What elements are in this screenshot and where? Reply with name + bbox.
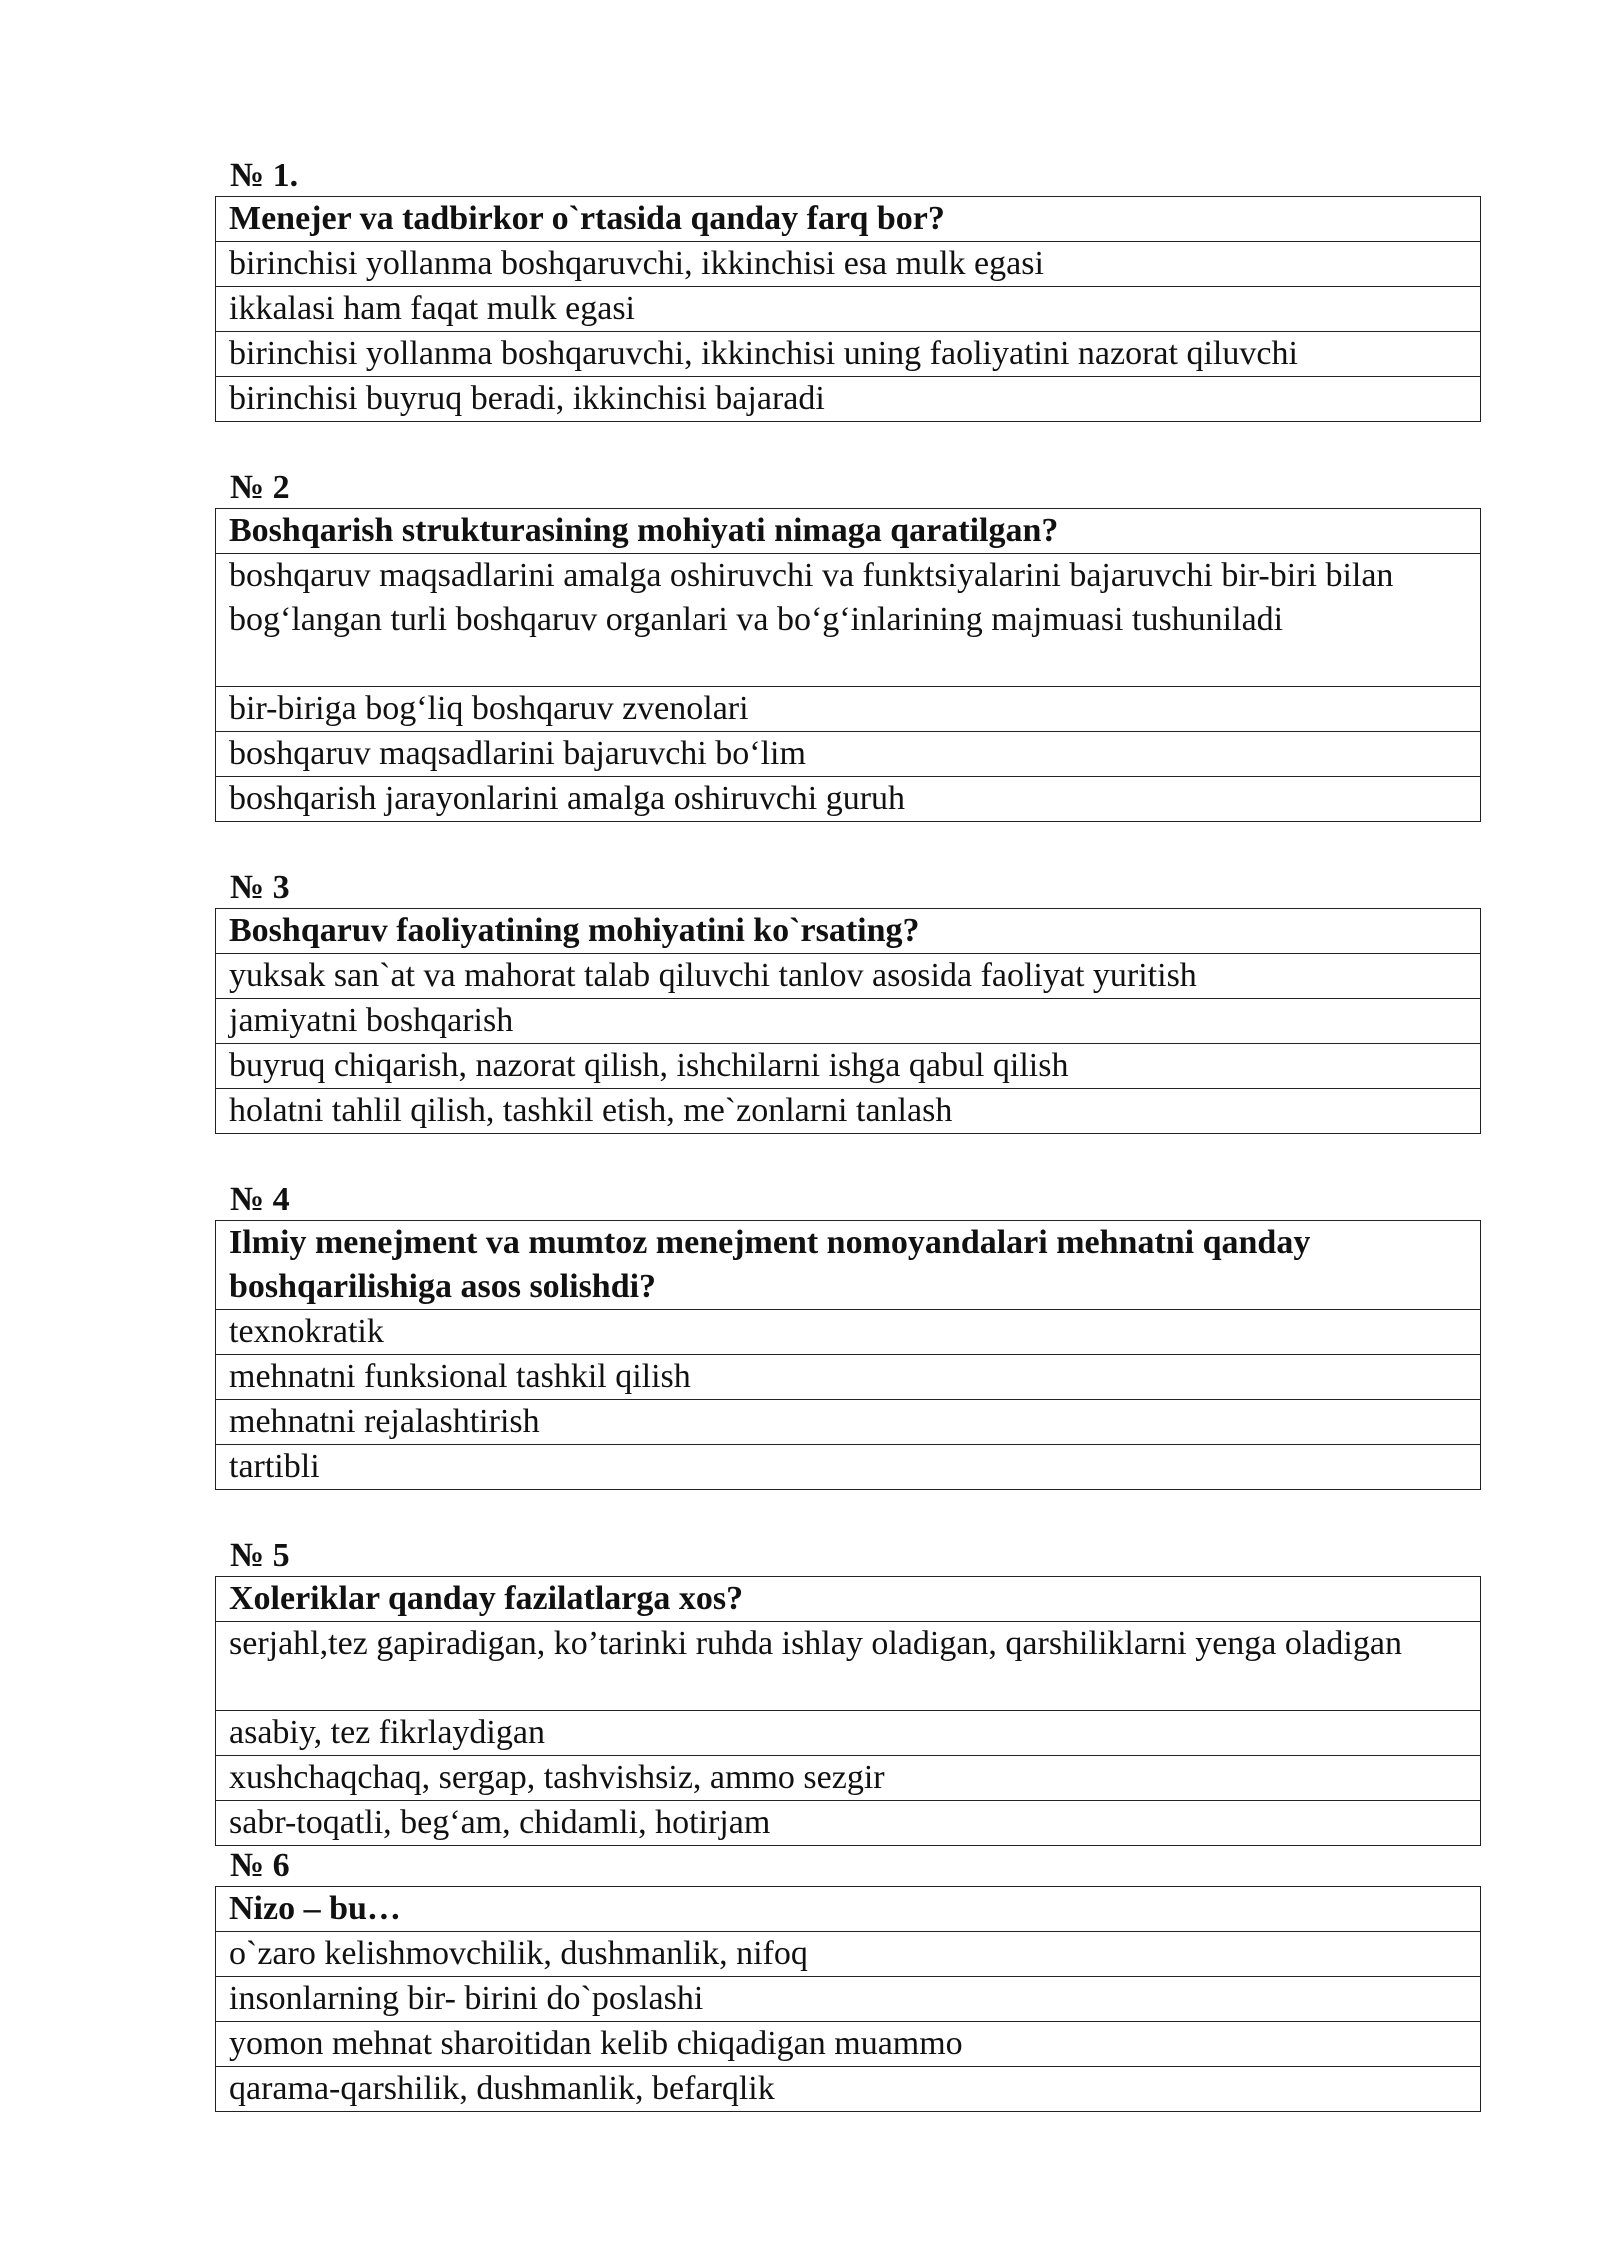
answer-option[interactable]: bir-biriga bog‘liq boshqaruv zvenolari — [216, 687, 1481, 732]
question-table — [215, 1220, 1481, 1490]
answer-option[interactable]: birinchisi yollanma boshqaruvchi, ikkinchisi uning faoliyatini nazorat qiluvchi — [216, 332, 1481, 377]
answer-option[interactable]: tartibli — [216, 1445, 1481, 1490]
answer-option[interactable]: texnokratik — [216, 1310, 1481, 1355]
question-table — [215, 1886, 1481, 2112]
answer-option[interactable]: boshqarish jarayonlarini amalga oshiruvchi guruh — [216, 777, 1481, 822]
question-text: Menejer va tadbirkor o`rtasida qanday farq bor? — [216, 197, 1481, 242]
answer-option[interactable]: birinchisi buyruq beradi, ikkinchisi bajaradi — [216, 377, 1481, 422]
question-number: № 3 — [230, 869, 290, 906]
question-number: № 5 — [230, 1537, 290, 1574]
answer-option[interactable]: boshqaruv maqsadlarini amalga oshiruvchi va funktsiyalarini bajaruvchi bir-biri bilan bog‘langan turli boshqaruv organlari va bo‘g‘inlarining majmuasi tushuniladi — [216, 554, 1481, 687]
answer-option[interactable]: holatni tahlil qilish, tashkil etish, me`zonlarni tanlash — [216, 1089, 1481, 1134]
answer-option[interactable]: qarama-qarshilik, dushmanlik, befarqlik — [216, 2067, 1481, 2112]
answer-option[interactable]: buyruq chiqarish, nazorat qilish, ishchilarni ishga qabul qilish — [216, 1044, 1481, 1089]
answer-option[interactable]: birinchisi yollanma boshqaruvchi, ikkinchisi esa mulk egasi — [216, 242, 1481, 287]
question-table — [215, 1576, 1481, 1846]
answer-option[interactable]: serjahl,tez gapiradigan, ko’tarinki ruhda ishlay oladigan, qarshiliklarni yenga oladigan — [216, 1622, 1481, 1711]
question-text: Ilmiy menejment va mumtoz menejment nomoyandalari mehnatni qanday boshqarilishiga asos solishdi? — [216, 1221, 1481, 1310]
question-table — [215, 908, 1481, 1134]
answer-option[interactable]: o`zaro kelishmovchilik, dushmanlik, nifoq — [216, 1932, 1481, 1977]
answer-option[interactable]: asabiy, tez fikrlaydigan — [216, 1711, 1481, 1756]
question-number: № 2 — [230, 469, 290, 506]
question-table — [215, 508, 1481, 822]
question-text: Nizo – bu… — [216, 1887, 1481, 1932]
question-table — [215, 196, 1481, 422]
answer-option[interactable]: insonlarning bir- birini do`poslashi — [216, 1977, 1481, 2022]
answer-option[interactable]: ikkalasi ham faqat mulk egasi — [216, 287, 1481, 332]
question-number: № 6 — [230, 1847, 290, 1884]
answer-option[interactable]: jamiyatni boshqarish — [216, 999, 1481, 1044]
question-text: Boshqaruv faoliyatining mohiyatini ko`rsating? — [216, 909, 1481, 954]
answer-option[interactable]: yuksak san`at va mahorat talab qiluvchi tanlov asosida faoliyat yuritish — [216, 954, 1481, 999]
answer-option[interactable]: boshqaruv maqsadlarini bajaruvchi bo‘lim — [216, 732, 1481, 777]
answer-option[interactable]: mehnatni funksional tashkil qilish — [216, 1355, 1481, 1400]
question-text: Xoleriklar qanday fazilatlarga xos? — [216, 1577, 1481, 1622]
answer-option[interactable]: yomon mehnat sharoitidan kelib chiqadigan muammo — [216, 2022, 1481, 2067]
answer-option[interactable]: xushchaqchaq, sergap, tashvishsiz, ammo sezgir — [216, 1756, 1481, 1801]
question-text: Boshqarish strukturasining mohiyati nimaga qaratilgan? — [216, 509, 1481, 554]
answer-option[interactable]: mehnatni rejalashtirish — [216, 1400, 1481, 1445]
question-number: № 4 — [230, 1181, 290, 1218]
question-number: № 1. — [230, 157, 299, 194]
answer-option[interactable]: sabr-toqatli, beg‘am, chidamli, hotirjam — [216, 1801, 1481, 1846]
